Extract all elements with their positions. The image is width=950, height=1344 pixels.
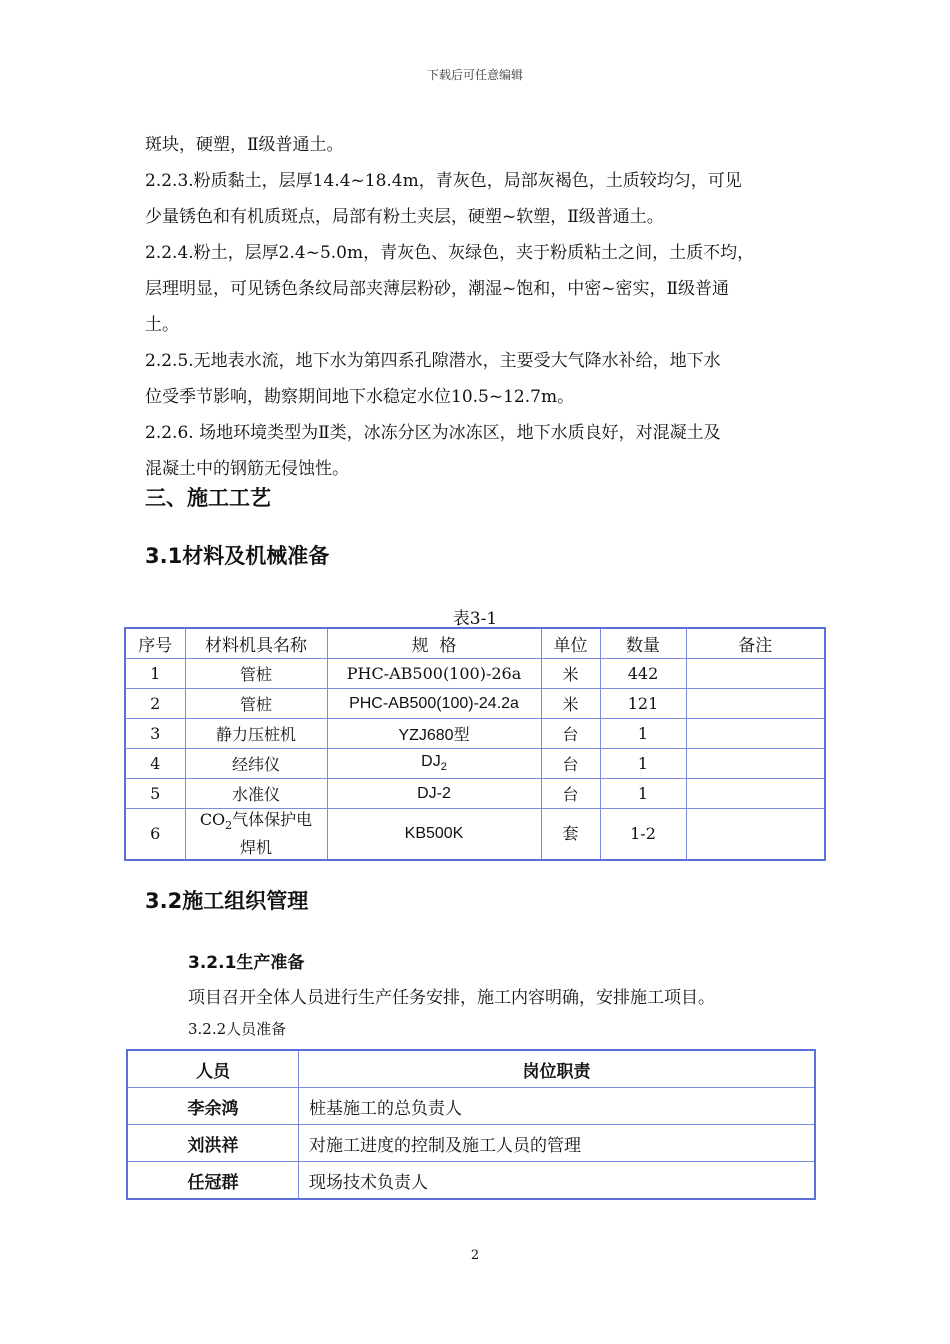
cell-note (686, 749, 825, 779)
body-line: 少量锈色和有机质斑点，局部有粉土夹层，硬塑~软塑，Ⅱ级普通土。 (145, 207, 664, 227)
table-row (127, 1088, 815, 1125)
section-3-2-heading: 3.2施工组织管理 (145, 889, 309, 913)
cell-qty: 121 (600, 689, 686, 719)
cell-person: 刘洪祥 (127, 1125, 299, 1162)
col-header-name: 材料机具名称 (185, 628, 327, 659)
cell-no: 5 (125, 779, 185, 809)
cell-qty: 1 (600, 779, 686, 809)
cell-unit: 台 (541, 749, 600, 779)
cell-name: 水准仪 (185, 779, 327, 809)
cell-no: 1 (125, 659, 185, 689)
table-row (125, 719, 825, 749)
body-text (145, 127, 825, 487)
col-header-no: 序号 (125, 628, 185, 659)
body-line: 位受季节影响，勘察期间地下水稳定水位10.5~12.7m。 (145, 387, 575, 407)
cell-qty: 1-2 (600, 809, 686, 861)
body-line: 2.2.4.粉土，层厚2.4~5.0m，青灰色、灰绿色，夹于粉质粘土之间，土质不均， (145, 243, 755, 263)
cell-name: 静力压桩机 (185, 719, 327, 749)
col-header-note: 备注 (686, 628, 825, 659)
cell-note (686, 809, 825, 861)
cell-qty: 1 (600, 749, 686, 779)
section-3-heading: 三、施工工艺 (145, 486, 271, 510)
cell-spec: PHC-AB500(100)-24.2a (327, 689, 541, 719)
col-header-spec: 规 格 (327, 628, 541, 659)
page-header: 下载后可任意编辑 (426, 68, 523, 82)
cell-unit: 台 (541, 779, 600, 809)
body-line: 2.2.3.粉质黏土，层厚14.4~18.4m，青灰色，局部灰褐色，土质较均匀，可见 (145, 171, 742, 191)
cell-no: 2 (125, 689, 185, 719)
cell-spec: YZJ680型 (327, 719, 541, 749)
table-row (125, 779, 825, 809)
cell-unit: 台 (541, 719, 600, 749)
cell-spec: PHC-AB500(100)-26a (327, 659, 541, 689)
cell-note (686, 719, 825, 749)
table1-caption: 表3-1 (452, 609, 498, 629)
materials-table (124, 627, 826, 861)
page-number: 2 (470, 1248, 480, 1263)
cell-qty: 1 (600, 719, 686, 749)
body-line: 土。 (145, 315, 179, 335)
cell-duty: 桩基施工的总负责人 (299, 1088, 816, 1125)
table-row (125, 749, 825, 779)
cell-person: 李余鸿 (127, 1088, 299, 1125)
table-row (127, 1125, 815, 1162)
section-3-2-2-heading: 3.2.2人员准备 (188, 1020, 287, 1038)
cell-unit: 米 (541, 689, 600, 719)
col-header-duty: 岗位职责 (299, 1050, 816, 1088)
body-line: 2.2.6. 场地环境类型为Ⅱ类，冰冻分区为冰冻区，地下水质良好，对混凝土及 (145, 423, 721, 443)
table-row (125, 809, 825, 861)
cell-unit: 套 (541, 809, 600, 861)
cell-note (686, 779, 825, 809)
cell-qty: 442 (600, 659, 686, 689)
table-row (125, 689, 825, 719)
cell-spec: DJ-2 (327, 779, 541, 809)
cell-name: 管桩 (185, 689, 327, 719)
table-row (125, 659, 825, 689)
cell-person: 任冠群 (127, 1162, 299, 1200)
cell-name: 经纬仪 (185, 749, 327, 779)
table-row (127, 1162, 815, 1200)
cell-note (686, 689, 825, 719)
cell-note (686, 659, 825, 689)
table-header-row (127, 1050, 815, 1088)
cell-spec: KB500K (327, 809, 541, 861)
body-line: 斑块，硬塑，Ⅱ级普通土。 (145, 135, 344, 155)
col-header-qty: 数量 (600, 628, 686, 659)
body-line: 2.2.5.无地表水流，地下水为第四系孔隙潜水，主要受大气降水补给，地下水 (145, 351, 721, 371)
cell-duty: 现场技术负责人 (299, 1162, 816, 1200)
cell-no: 6 (125, 809, 185, 861)
personnel-table (126, 1049, 816, 1200)
cell-no: 3 (125, 719, 185, 749)
section-3-2-1-heading: 3.2.1生产准备 (188, 953, 305, 973)
cell-duty: 对施工进度的控制及施工人员的管理 (299, 1125, 816, 1162)
cell-spec: $DJ_2$ (327, 749, 541, 779)
cell-unit: 米 (541, 659, 600, 689)
col-header-person: 人员 (127, 1050, 299, 1088)
cell-no: 4 (125, 749, 185, 779)
cell-name: $CO_2$气体保护电 焊机 (185, 809, 327, 861)
col-header-unit: 单位 (541, 628, 600, 659)
section-3-2-1-text: 项目召开全体人员进行生产任务安排，施工内容明确，安排施工项目。 (188, 988, 715, 1008)
body-line: 层理明显，可见锈色条纹局部夹薄层粉砂，潮湿~饱和，中密~密实，Ⅱ级普通 (145, 279, 730, 299)
section-3-1-heading: 3.1材料及机械准备 (145, 544, 330, 568)
cell-name: 管桩 (185, 659, 327, 689)
table-header-row (125, 628, 825, 659)
body-line: 混凝土中的钢筋无侵蚀性。 (145, 459, 349, 479)
